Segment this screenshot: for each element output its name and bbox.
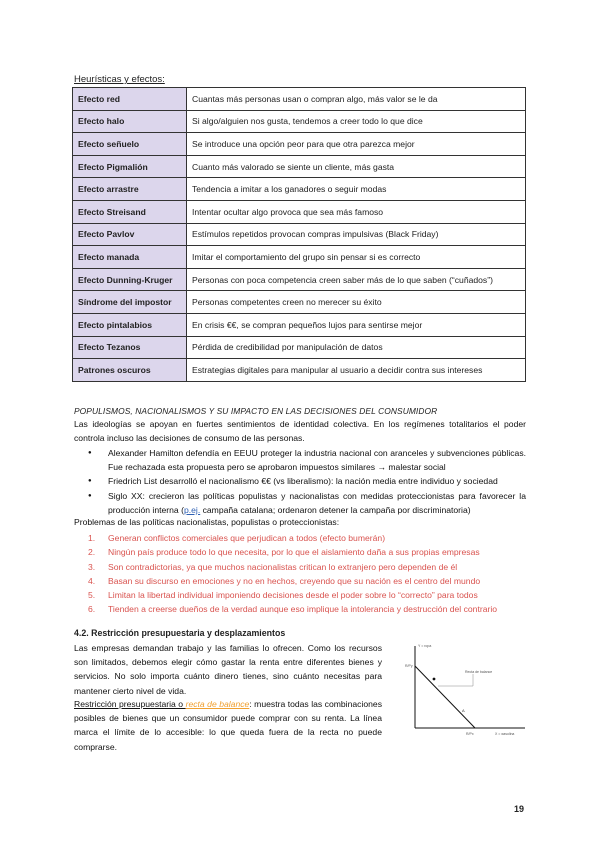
table-row xyxy=(73,155,526,178)
table-row xyxy=(73,246,526,269)
point-b-marker xyxy=(433,678,436,681)
table-row xyxy=(73,223,526,246)
table-row xyxy=(73,313,526,336)
table-row xyxy=(73,178,526,201)
effect-name: Efecto pintalabios xyxy=(73,313,187,336)
effect-name: Efecto red xyxy=(73,88,187,111)
heuristics-table xyxy=(72,87,526,382)
populism-bullets xyxy=(74,446,526,517)
table-row xyxy=(73,336,526,359)
label-pointer xyxy=(438,674,473,686)
effect-name: Efecto señuelo xyxy=(73,133,187,156)
table-row xyxy=(73,291,526,314)
effect-name: Efecto Streisand xyxy=(73,200,187,223)
table-row xyxy=(73,200,526,223)
problem-item: 5. Limitan la libertad individual imponiendo decisiones desde el poder sobre lo “correcto” para todos xyxy=(88,590,478,601)
populism-intro: Las ideologías se apoyan en fuertes sentimientos de identidad colectiva. En los regímenes totalitarios el poder controla incluso las decisiones de consumo de las personas. xyxy=(74,419,526,444)
bullet-list: ● Friedrich List desarrolló el nacionalismo €€ (vs liberalismo): la nación media entre individuo y sociedad xyxy=(108,474,526,488)
effect-description: Si algo/alguien nos gusta, tendemos a creer todo lo que dice xyxy=(187,110,526,133)
problem-item: 1. Generan conflictos comerciales que perjudican a todos (efecto bumerán) xyxy=(88,533,386,543)
problems-list xyxy=(74,531,534,617)
effect-name: Patrones oscuros xyxy=(73,359,187,382)
effect-description: Intentar ocultar algo provoca que sea más famoso xyxy=(187,200,526,223)
table-row xyxy=(73,110,526,133)
budget-term: Restricción presupuestaria o xyxy=(74,699,186,709)
pej-link[interactable]: p.ej. xyxy=(183,504,201,515)
budget-line xyxy=(415,666,475,728)
effect-description: Personas con poca competencia creen saber más de lo que saben (“cuñados”) xyxy=(187,268,526,291)
budget-line-diagram xyxy=(405,640,530,735)
effect-description: Estímulos repetidos provocan compras impulsivas (Black Friday) xyxy=(187,223,526,246)
bullet-text-after: campaña catalana; ordenaron detener la campaña por discriminatoria) xyxy=(200,504,471,515)
x-axis-label: X = gasolina xyxy=(495,732,515,735)
point-a-label: A xyxy=(462,708,465,713)
budget-definition-text: : muestra todas las combinaciones posibles de bienes que un consumidor puede comprar con su renta. La línea marca el límite de lo accesible: lo que queda fuera de la recta no puede comprarse. xyxy=(74,699,382,752)
problem-item: 6. Tienden a creerse dueños de la verdad aunque eso implique la intolerancia y destrucción del contrario xyxy=(88,604,498,615)
recta-de-balance-link[interactable]: recta de balance xyxy=(185,699,250,709)
bullet-siglo-xx xyxy=(108,489,526,517)
effect-description: Personas competentes creen no merecer su éxito xyxy=(187,291,526,314)
problem-item: 3. Son contradictorias, ya que muchos nacionalistas critican lo extranjero pero dependen de él xyxy=(88,561,458,572)
effect-description: Cuanto más valorado se siente un cliente, más gasta xyxy=(187,155,526,178)
effect-description: Se introduce una opción peor para que otra parezca mejor xyxy=(187,133,526,156)
line-label: Recta de balance xyxy=(465,670,493,674)
effect-name: Efecto manada xyxy=(73,246,187,269)
problems-title: Problemas de las políticas nacionalistas, populistas o proteccionistas: xyxy=(74,517,340,527)
effect-description: Imitar el comportamiento del grupo sin pensar si es correcto xyxy=(187,246,526,269)
problem-item: 4. Basan su discurso en emociones y no en hechos, creyendo que su nación es el centro del mundo xyxy=(88,575,481,586)
table-row xyxy=(73,268,526,291)
effect-name: Síndrome del impostor xyxy=(73,291,187,314)
problem-item: 2. Ningún país produce todo lo que necesita, por lo que el aislamiento daña a sus propias empresas xyxy=(88,547,480,558)
table-row xyxy=(73,359,526,382)
effect-name: Efecto arrastre xyxy=(73,178,187,201)
bullet-hamilton: ● Alexander Hamilton defendía en EEUU proteger la industria nacional con aranceles y subvenciones públicas. Fue rechazada esta propuesta pero se aprobaron impuestos similares → malestar social xyxy=(108,446,526,474)
effect-name: Efecto Tezanos xyxy=(73,336,187,359)
x-intercept-label: R/Px xyxy=(466,732,474,735)
table-row xyxy=(73,88,526,111)
effect-name: Efecto Dunning-Kruger xyxy=(73,268,187,291)
effect-description: En crisis €€, se compran pequeños lujos para sentirse mejor xyxy=(187,313,526,336)
budget-definition xyxy=(74,697,382,754)
effect-name: Efecto Pavlov xyxy=(73,223,187,246)
heuristics-title: Heurísticas y efectos: xyxy=(74,74,165,85)
populism-section-title: POPULISMOS, NACIONALISMOS Y SU IMPACTO EN LAS DECISIONES DEL CONSUMIDOR xyxy=(74,406,438,416)
effect-description: Pérdida de credibilidad por manipulación de datos xyxy=(187,336,526,359)
effect-description: Tendencia a imitar a los ganadores o seguir modas xyxy=(187,178,526,201)
table-row xyxy=(73,133,526,156)
budget-paragraph: Las empresas demandan trabajo y las familias lo ofrecen. Como los recursos son limitados, debemos elegir cómo gastar la renta entre diferentes bienes y servicios. No solo importa cuánto dinero tienes, sino cuánto necesitas para mantener cierto nivel de vida. xyxy=(74,643,382,696)
effect-name: Efecto halo xyxy=(73,110,187,133)
budget-section-title: 4.2. Restricción presupuestaria y desplazamientos xyxy=(74,628,286,638)
effect-name: Efecto Pigmalión xyxy=(73,155,187,178)
effect-description: Cuantas más personas usan o compran algo, más valor se le da xyxy=(187,88,526,111)
effect-description: Estrategias digitales para manipular al usuario a decidir contra sus intereses xyxy=(187,359,526,382)
bullet-text-before: Siglo XX: crecieron las políticas populistas y nacionalistas con medidas proteccionistas para favorecer la producción interna ( xyxy=(108,490,526,515)
y-intercept-label: R/Py xyxy=(405,664,413,668)
y-axis-label: Y = ropa xyxy=(418,644,432,648)
page-number: 19 xyxy=(514,804,525,814)
